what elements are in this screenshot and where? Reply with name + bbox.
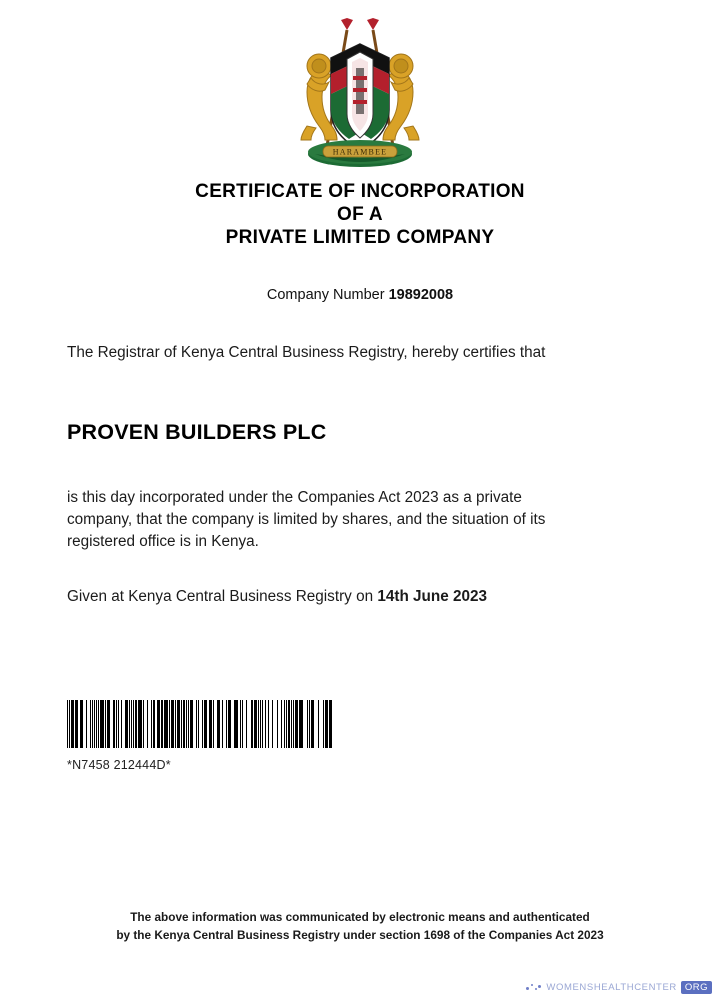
barcode-image [67, 700, 331, 748]
footer-line-2: by the Kenya Central Business Registry under section 1698 of the Companies Act 2023 [116, 928, 604, 942]
given-at-prefix: Given at Kenya Central Business Registry on [67, 588, 378, 605]
given-at-paragraph [67, 586, 587, 608]
watermark-brand: WOMENSHEALTHCENTER [546, 982, 677, 993]
title-line-3: PRIVATE LIMITED COMPANY [225, 227, 495, 248]
coat-of-arms-wrap [0, 18, 720, 170]
certificate-title [0, 180, 720, 249]
company-name: PROVEN BUILDERS PLC [67, 420, 327, 444]
watermark-suffix: ORG [681, 981, 712, 994]
barcode-text: *N7458 212444D* [67, 758, 171, 772]
company-number-row [0, 287, 720, 303]
footer-line-1: The above information was communicated by electronic means and authenticated [130, 910, 590, 924]
company-number-value: 19892008 [388, 287, 454, 303]
registrar-paragraph: The Registrar of Kenya Central Business Registry, hereby certifies that [67, 344, 546, 361]
title-line-2: OF A [337, 204, 383, 225]
company-number-label: Company Number [266, 287, 385, 303]
incorporation-paragraph: is this day incorporated under the Companies Act 2023 as a private company, that the company is limited by shares, and the situation of its registered office is in Kenya. [67, 489, 546, 550]
barcode-area [67, 700, 331, 772]
kenya-coat-of-arms-icon [275, 18, 445, 170]
svg-text:HARAMBEE: HARAMBEE [332, 147, 388, 157]
given-at-date: 14th June 2023 [377, 588, 488, 605]
title-line-1: CERTIFICATE OF INCORPORATION [195, 181, 525, 202]
footer-note [0, 908, 720, 944]
watermark-dots-icon [526, 983, 542, 993]
watermark [526, 981, 712, 994]
